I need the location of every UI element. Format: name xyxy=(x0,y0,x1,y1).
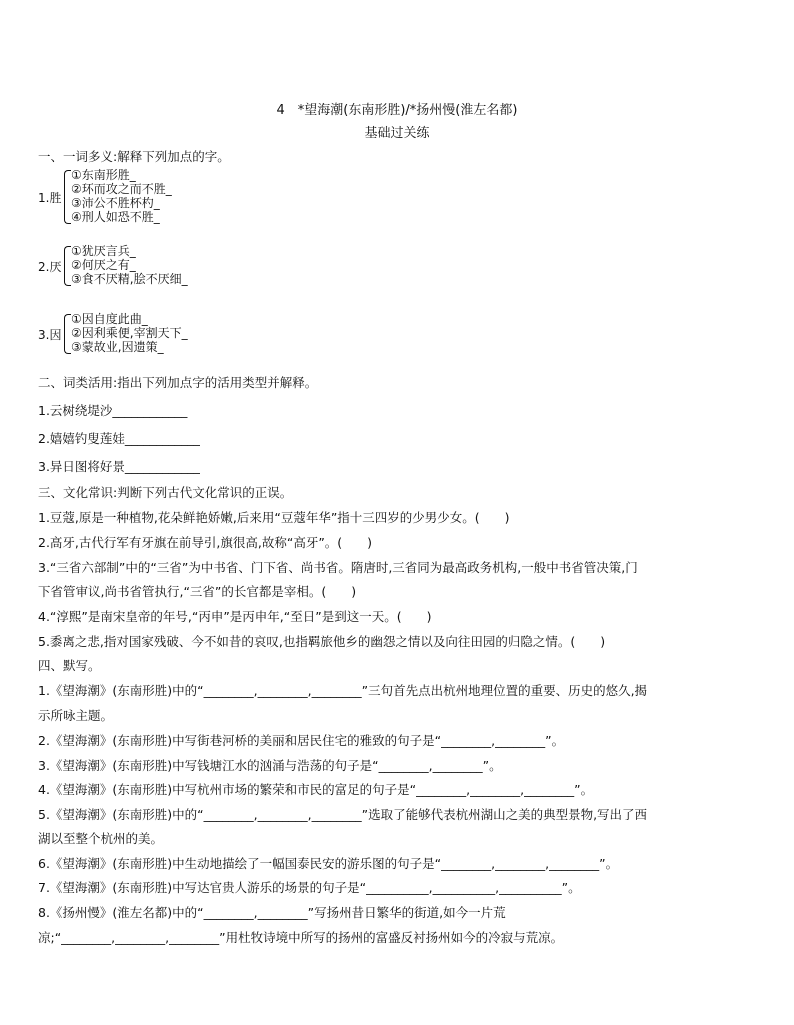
group-item: ①因自度此曲_ xyxy=(71,312,148,326)
brace xyxy=(64,246,71,286)
culture-item: 5.黍离之悲,指对国家残破、今不如昔的哀叹,也指羁旅他乡的幽怨之情以及向往田园的归隐之情。( ) xyxy=(38,634,606,649)
culture-item: 2.高牙,古代行军有牙旗在前导引,旗很高,故称“高牙”。( ) xyxy=(38,535,373,550)
culture-item: 下省管审议,尚书省管执行,“三省”的长官都是宰相。( ) xyxy=(38,584,357,599)
dictation-item: 8.《扬州慢》(淮左名都)中的“________,________”写扬州昔日繁华的街道,如今一片荒 xyxy=(38,905,506,920)
part-of-speech-item: 2.嬉嬉钓叟莲娃____________ xyxy=(38,431,200,446)
dictation-item: 6.《望海潮》(东南形胜)中生动地描绘了一幅国泰民安的游乐图的句子是“________,________,________”。 xyxy=(38,856,619,871)
section1-heading: 一、一词多义:解释下列加点的字。 xyxy=(38,149,230,164)
brace xyxy=(64,170,71,224)
dictation-item: 2.《望海潮》(东南形胜)中写街巷河桥的美丽和居民住宅的雅致的句子是“________,________”。 xyxy=(38,733,565,748)
part-of-speech-item: 1.云树绕堤沙____________ xyxy=(38,403,188,418)
group-label: 2.厌 xyxy=(38,260,62,274)
group-item: ③蒙故业,因遗策_ xyxy=(71,340,164,354)
dictation-item: 湖以至整个杭州的美。 xyxy=(38,831,164,846)
dictation-item: 3.《望海潮》(东南形胜)中写钱塘江水的汹涌与浩荡的句子是“________,________”。 xyxy=(38,758,502,773)
group-item: ③食不厌精,脍不厌细_ xyxy=(71,272,188,286)
dictation-item: 凉;“________,________,________”用杜牧诗境中所写的扬州的富盛反衬扬州如今的冷寂与荒凉。 xyxy=(38,930,564,945)
group-item: ②因利乘便,宰割天下_ xyxy=(71,326,188,340)
dictation-item: 7.《望海潮》(东南形胜)中写达官贵人游乐的场景的句子是“__________,__________,__________”。 xyxy=(38,880,581,895)
group-item: ①东南形胜_ xyxy=(71,168,136,182)
section2-heading: 二、词类活用:指出下列加点字的活用类型并解释。 xyxy=(38,375,318,390)
group-label: 1.胜 xyxy=(38,191,62,205)
culture-item: 1.豆蔻,原是一种植物,花朵鲜艳娇嫩,后来用“豆蔻年华”指十三四岁的少男少女。( ) xyxy=(38,510,510,525)
section4-heading: 四、默写。 xyxy=(38,658,101,673)
dictation-item: 4.《望海潮》(东南形胜)中写杭州市场的繁荣和市民的富足的句子是“________,________,________”。 xyxy=(38,782,594,797)
culture-item: 4.“淳熙”是南宋皇帝的年号,“丙申”是丙申年,“至日”是到这一天。( ) xyxy=(38,609,432,624)
group-label: 3.因 xyxy=(38,328,62,342)
group-item: ②环而攻之而不胜_ xyxy=(71,182,172,196)
section3-heading: 三、文化常识:判断下列古代文化常识的正误。 xyxy=(38,485,293,500)
part-of-speech-item: 3.异日图将好景____________ xyxy=(38,459,200,474)
group-item: ③沛公不胜杯杓_ xyxy=(71,196,160,210)
dictation-item: 1.《望海潮》(东南形胜)中的“________,________,________”三句首先点出杭州地理位置的重要、历史的悠久,揭 xyxy=(38,683,648,698)
dictation-item: 示所咏主题。 xyxy=(38,708,114,723)
page-title: 4 *望海潮(东南形胜)/*扬州慢(淮左名都) xyxy=(276,103,518,118)
page-subtitle: 基础过关练 xyxy=(364,126,430,141)
group-item: ②何厌之有_ xyxy=(71,258,136,272)
group-item: ④刑人如恐不胜_ xyxy=(71,210,160,224)
group-item: ①犹厌言兵_ xyxy=(71,244,136,258)
brace xyxy=(64,314,71,354)
culture-item: 3.“三省六部制”中的“三省”为中书省、门下省、尚书省。隋唐时,三省同为最高政务机构,一般中书省管决策,门 xyxy=(38,560,638,575)
dictation-item: 5.《望海潮》(东南形胜)中的“________,________,________”选取了能够代表杭州湖山之美的典型景物,写出了西 xyxy=(38,807,648,822)
